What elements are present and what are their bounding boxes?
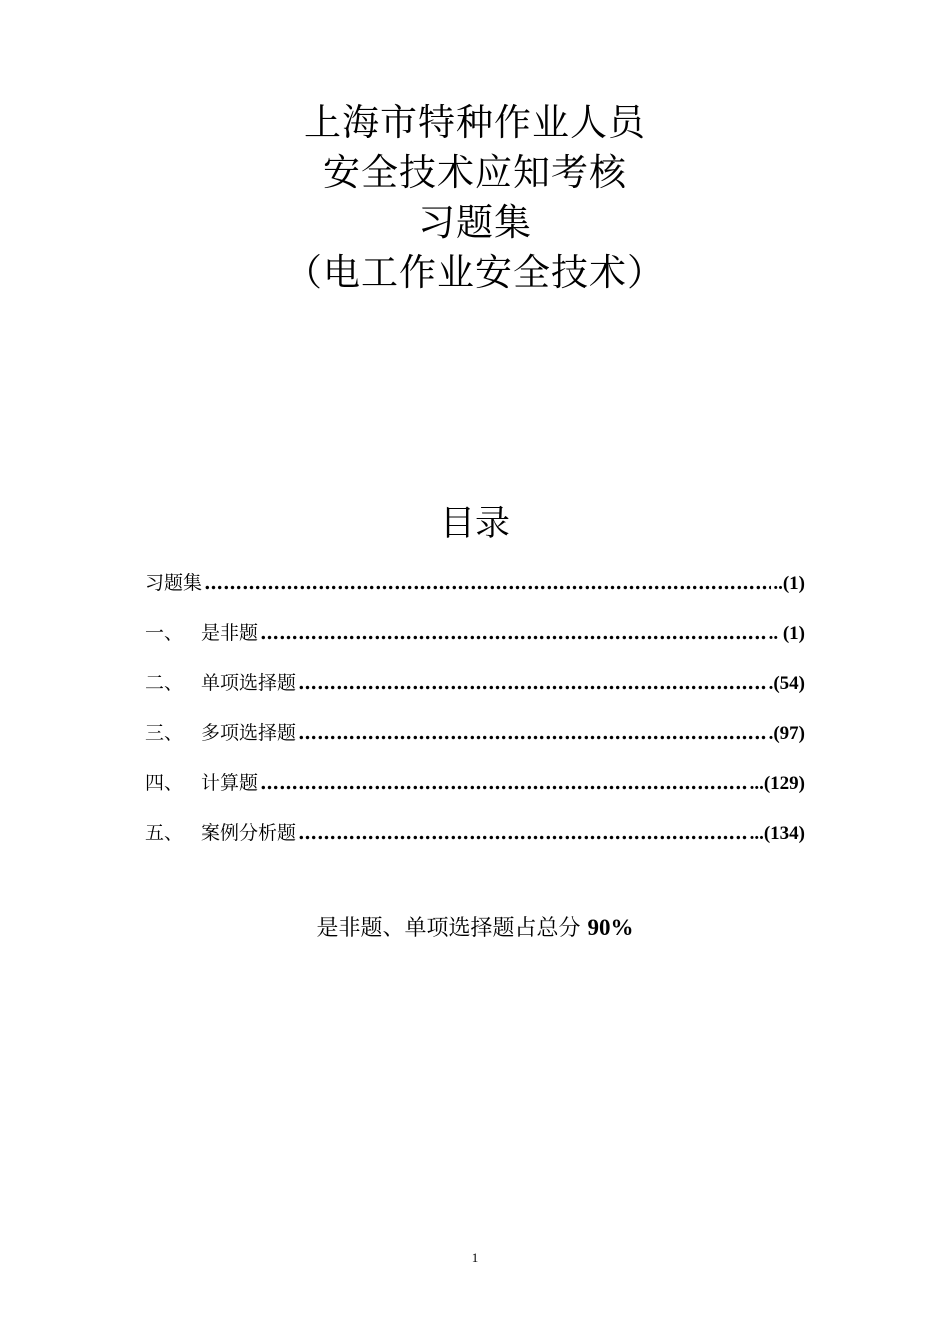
toc-heading: 目录 (439, 504, 510, 544)
toc-entry-number: 二、 (145, 672, 184, 694)
toc-entry-multiple-choice[interactable] (145, 716, 805, 766)
toc-entry-single-choice[interactable] (145, 666, 805, 716)
toc-dot-leader (260, 616, 767, 650)
document-title (0, 98, 950, 298)
toc-entry-number: 五、 (145, 822, 184, 844)
toc-entry-exercise-set[interactable] (145, 566, 805, 616)
toc-dot-leader (260, 766, 748, 800)
title-line-3: 习题集 (418, 201, 532, 244)
toc-entry-true-false[interactable] (145, 616, 805, 666)
toc-entry-label: 是非题 (201, 622, 259, 644)
toc-entry-page: .(54) (768, 673, 805, 694)
toc-dot-leader (298, 666, 767, 700)
title-line-1: 上海市特种作业人员 (304, 101, 646, 144)
toc-entry-label: 多项选择题 (201, 722, 297, 744)
toc-entry-calculation[interactable] (145, 766, 805, 816)
table-of-contents (145, 566, 805, 866)
title-line-2: 安全技术应知考核 (323, 151, 627, 194)
toc-entry-number: 一、 (145, 622, 184, 644)
toc-entry-label: 习题集 (145, 572, 203, 594)
title-line-4: （电工作业安全技术） (285, 251, 665, 294)
toc-entry-label: 计算题 (201, 772, 259, 794)
score-note (0, 910, 950, 947)
toc-entry-page: .(97) (768, 723, 805, 744)
score-note-text: 是非题、单项选择题占总分 (316, 916, 581, 941)
toc-dot-leader (298, 816, 748, 850)
toc-dot-leader (298, 716, 767, 750)
score-note-percent: 90% (587, 915, 634, 940)
toc-entry-case-analysis[interactable] (145, 816, 805, 866)
toc-entry-number: 三、 (145, 722, 184, 744)
toc-entry-page: ...(129) (749, 773, 805, 794)
toc-entry-page: ...(134) (749, 823, 805, 844)
page-number: 1 (471, 1250, 479, 1265)
toc-dot-leader (204, 566, 771, 600)
toc-entry-page: .. (1) (768, 623, 805, 644)
toc-entry-label: 案例分析题 (201, 822, 297, 844)
toc-entry-label: 单项选择题 (201, 672, 297, 694)
toc-entry-number: 四、 (145, 772, 184, 794)
toc-entry-page: ..(1) (773, 573, 805, 594)
